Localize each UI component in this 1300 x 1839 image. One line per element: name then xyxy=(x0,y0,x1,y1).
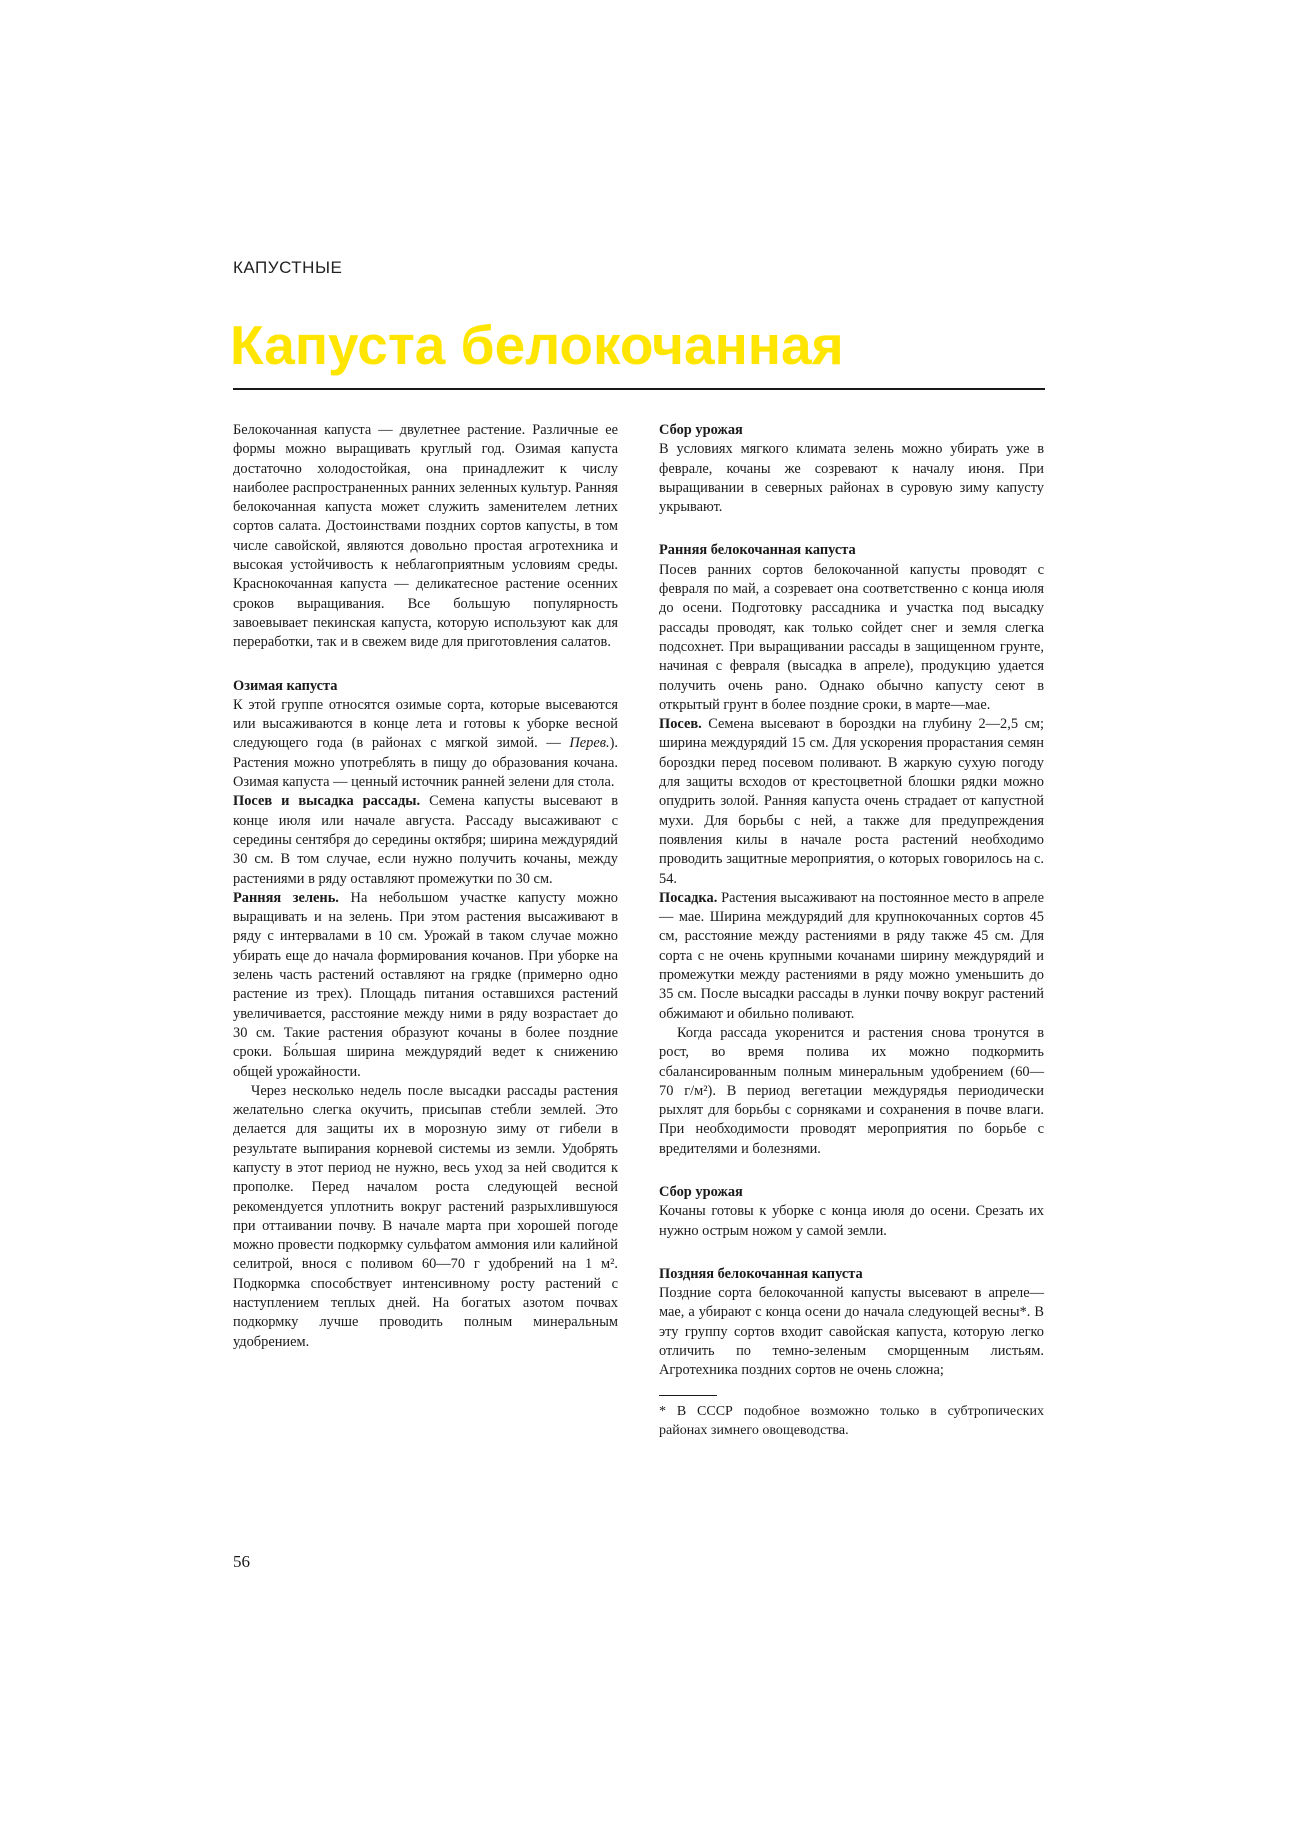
left-column xyxy=(233,421,618,1352)
harvest-heading-1: Сбор урожая xyxy=(659,422,743,438)
early-greens-text: На небольшом участке капусту можно выращивать и на зелень. При этом растения высаживают в ряду с интервалами в 10 см. Урожай в таком случае можно убирать еще до начала формирования кочанов. При уборке на зелень часть растений оставляют на грядке (примерно одно растение из трех). Площадь питания оставшихся растений увеличивается, расстояние между ними в ряду возрастает до 30 см. Такие растения образуют кочаны в более поздние сроки. Бо́льшая ширина междурядий ведет к снижению общей урожайности. xyxy=(233,889,618,1080)
hilling-paragraph: Через несколько недель после высадки рассады растения желательно слегка окучить, присыпав стебли землей. Это делается для защиты их в морозную зиму от гибели в результате выпирания корневой системы из земли. Удобрять капусту в этот период не нужно, весь уход за ней сводится к прополке. Перед началом роста следующей весной рекомендуется уплотнить вокруг растений разрыхлившуюся при оттаивании почву. В начале марта при хорошей погоде можно провести подкормку сульфатом аммония или калийной селитрой, внося с поливом 60—70 г удобрений на 1 м². Подкормка способствует интенсивному росту растений с наступлением теплых дней. На богатых азотом почвах подкормку лучше проводить полным минеральным удобрением. xyxy=(233,1082,618,1350)
feeding-paragraph: Когда рассада укоренится и растения снова тронутся в рост, во время полива их можно подкормить сбалансированным полным минеральным удобрением (60—70 г/м²). В период вегетации междурядья периодически рыхлят для борьбы с сорняками и сохранения в почве влаги. При необходимости проводят мероприятия по борьбе с вредителями и болезнями. xyxy=(659,1024,1044,1157)
winter-text-end: ). Растения можно употреблять в пищу до образования кочана. Озимая капуста — ценный источник ранней зелени для стола. xyxy=(233,735,618,791)
winter-text: К этой группе относятся озимые сорта, которые высеваются или высаживаются в конце лета и готовы к уборке весной следующего года (в районах с мягкой зимой. — xyxy=(233,696,618,752)
winter-cabbage-paragraph xyxy=(233,696,618,792)
right-column xyxy=(659,421,1044,1440)
intro-paragraph: Белокочанная капуста — двулетнее растение. Различные ее формы можно выращивать круглый год. Озимая капуста достаточно холодостойкая, она принадлежит к числу наиболее распространенных ранних зеленных культур. Ранняя белокочанная капуста может служить заменителем летних сортов салата. Достоинствами поздних сортов капусты, в том числе савойской, являются довольно простая агротехника и высокая устойчивость к неблагоприятным условиям среды. Краснокочанная капуста — деликатесное растение осенних сроков выращивания. Все большую популярность завоевывает пекинская капуста, которую используют как для переработки, так и в свежем виде для приготовления салатов. xyxy=(233,422,618,651)
footnote: * В СССР подобное возможно только в субтропических районах зимнего овощеводства. xyxy=(659,1403,1044,1438)
early-cabbage-paragraph: Посев ранних сортов белокочанной капусты проводят с февраля по май, а созревает она соответственно с конца июля до осени. Подготовку рассадника и участка под высадку рассады проводят, как только сойдет снег и земля слегка подсохнет. При выращивании рассады в защищенном грунте, начиная с февраля (высадка в апреле), продукцию удается получить очень рано. Однако обычно капусту сеют в открытый грунт в более поздние сроки, в марте—мае. xyxy=(659,561,1044,713)
harvest-paragraph-2: Кочаны готовы к уборке с конца июля до осени. Срезать их нужно острым ножом у самой земли. xyxy=(659,1203,1044,1239)
early-cabbage-heading: Ранняя белокочанная капуста xyxy=(659,542,856,559)
winter-cabbage-heading: Озимая капуста xyxy=(233,677,338,694)
seeding-text: Семена высевают в бороздки на глубину 2—2,5 см; ширина междурядий 15 см. Для ускорения прорастания семян бороздки перед посевом поливают. В жаркую сухую погоду для защиты всходов от крестоцветной блошки рядки можно опудрить золой. Ранняя капуста очень страдает от капустной мухи. Для борьбы с ней, а также для предупреждения появления килы в начале роста растений необходимо проводить защитные мероприятия, о которых говорилось на с. 54. xyxy=(659,716,1044,887)
planting-paragraph xyxy=(659,889,1044,1024)
title-divider xyxy=(233,388,1045,390)
page-title: Капуста белокочанная xyxy=(230,314,844,376)
early-greens-heading: Ранняя зелень. xyxy=(233,889,339,906)
seeding-paragraph xyxy=(659,715,1044,889)
sowing-text: Семена капусты высевают в конце июля или начале августа. Рассаду высаживают с середины сентября до середины октября; ширина междурядий 30 см. В том случае, если нужно получить кочаны, между растениями в ряду оставляют промежутки по 30 см. xyxy=(233,793,618,887)
seeding-heading: Посев. xyxy=(659,716,702,733)
planting-heading: Посадка. xyxy=(659,889,718,906)
translator-note: Перев. xyxy=(569,735,610,752)
early-greens-paragraph xyxy=(233,889,618,1082)
late-cabbage-paragraph: Поздние сорта белокочанной капусты высевают в апреле—мае, а убирают с конца осени до начала следующей весны*. В эту группу сортов входит савойская капуста, которую легко отличить по темно-зеленым сморщенным листьям. Агротехника поздних сортов не очень сложна; xyxy=(659,1285,1044,1379)
planting-text: Растения высаживают на постоянное место в апреле — мае. Ширина междурядий для крупнокочанных сортов 45 см, расстояние между растениями в ряду также 45 см. Для сорта с не очень крупными кочанами ширину междурядий и промежутки между растениями в ряду можно уменьшить до 35 см. После высадки рассады в лунки почву вокруг растений обжимают и обильно поливают. xyxy=(659,889,1044,1022)
harvest-paragraph-1: В условиях мягкого климата зелень можно убирать уже в феврале, кочаны же созревают к началу июня. При выращивании в северных районах в суровую зиму капусту укрывают. xyxy=(659,441,1044,516)
sowing-heading: Посев и высадка рассады. xyxy=(233,793,421,810)
harvest-heading-2: Сбор урожая xyxy=(659,1183,743,1200)
page-number: 56 xyxy=(233,1552,250,1571)
sowing-paragraph xyxy=(233,792,618,888)
section-label: КАПУСТНЫЕ xyxy=(233,258,343,277)
footnote-divider xyxy=(659,1395,717,1396)
late-cabbage-heading: Поздняя белокочанная капуста xyxy=(659,1265,863,1282)
